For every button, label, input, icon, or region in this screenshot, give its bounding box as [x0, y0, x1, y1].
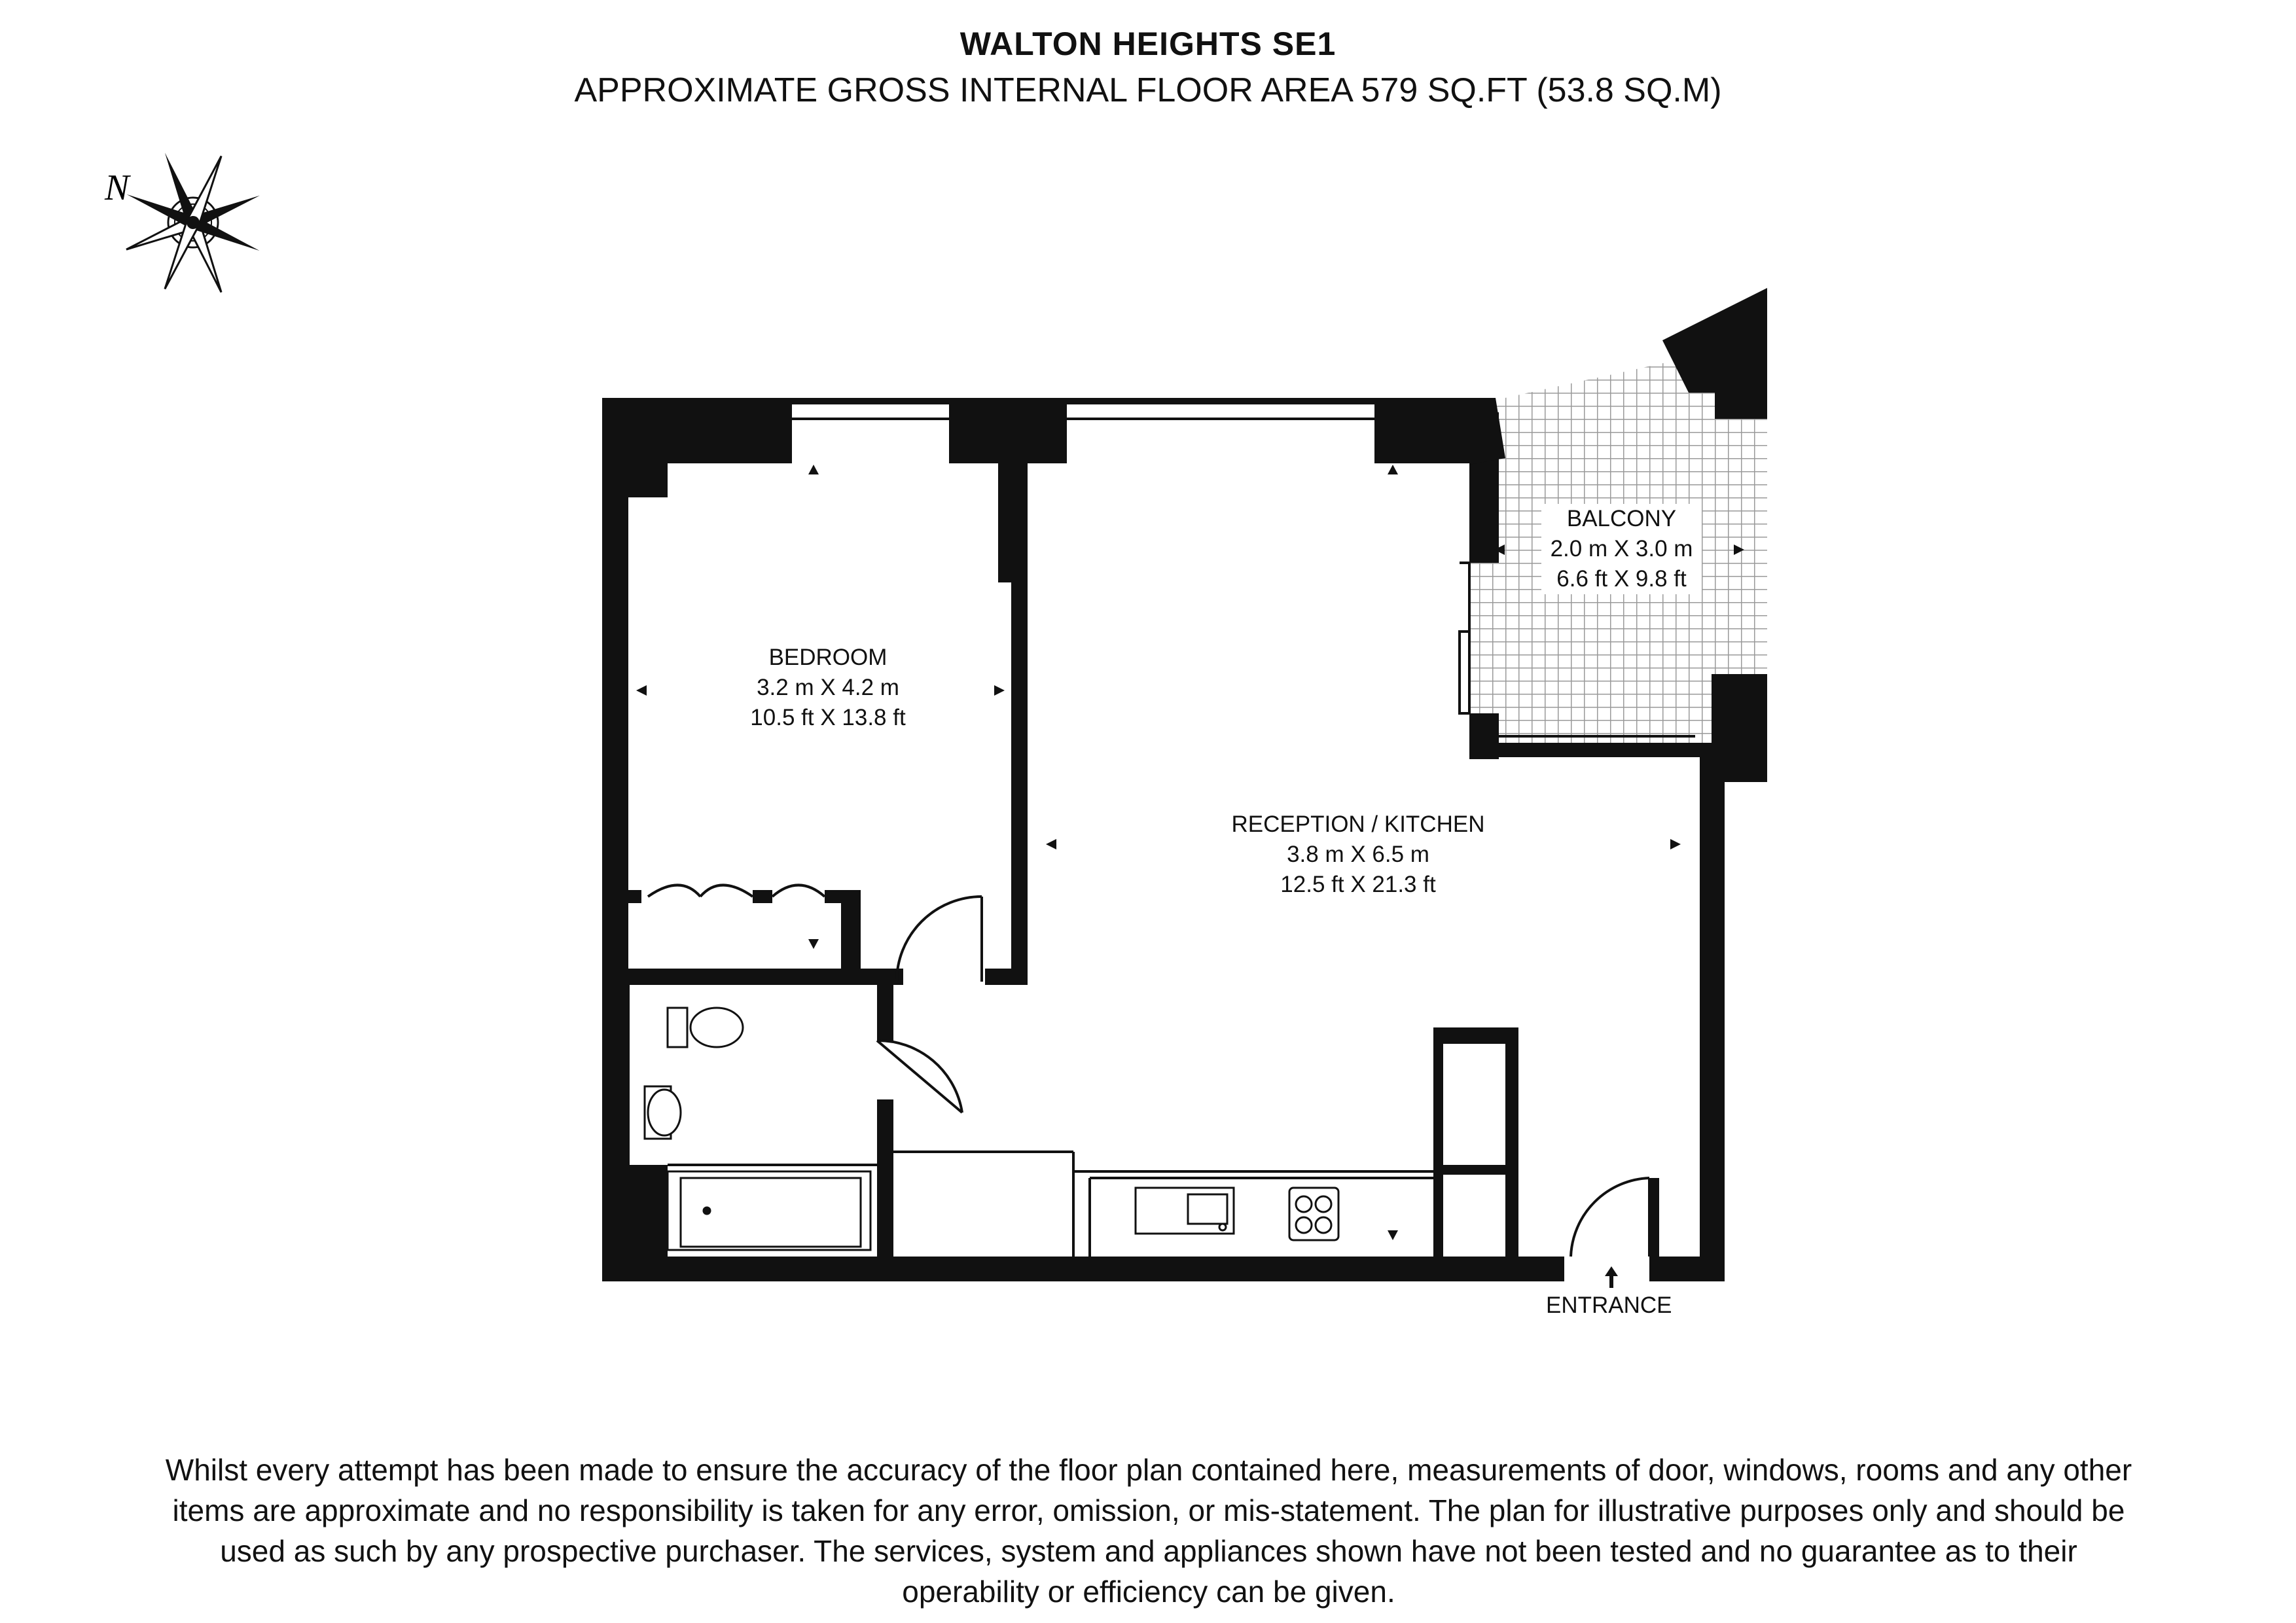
plan-title: WALTON HEIGHTS SE1 [960, 26, 1336, 62]
floor-area-subtitle: APPROXIMATE GROSS INTERNAL FLOOR AREA 579 SQ.FT (53.8 SQ.M) [574, 71, 1722, 109]
balcony-imperial: 6.6 ft X 9.8 ft [1556, 566, 1687, 592]
kitchen-fixtures [1136, 1188, 1338, 1240]
reception-metric: 3.8 m X 6.5 m [1287, 842, 1429, 867]
bedroom-imperial: 10.5 ft X 13.8 ft [750, 705, 906, 730]
reception-name: RECEPTION / KITCHEN [1231, 812, 1485, 837]
north-label: N [105, 168, 130, 208]
bedroom-name: BEDROOM [768, 645, 888, 670]
balcony-label [1541, 504, 1702, 594]
bathroom-fixtures [645, 1008, 870, 1250]
disclaimer-text: Whilst every attempt has been made to ensure the accuracy of the floor plan contained here, measurements of door, windows, rooms and any other items are approximate and no responsibility is taken for any error, omission, or mis-statement. The plan for illustrative purposes only and should be used as such by any prospective purchaser. The services, system and appliances shown have not been tested and no guarantee as to their operability or efficiency can be given. [165, 1453, 2132, 1609]
reception-imperial: 12.5 ft X 21.3 ft [1280, 872, 1436, 897]
entrance-label: ENTRANCE [1546, 1293, 1672, 1318]
balcony-metric: 2.0 m X 3.0 m [1550, 536, 1693, 562]
bedroom-label [697, 643, 959, 733]
bedroom-metric: 3.2 m X 4.2 m [757, 675, 899, 700]
balcony-name: BALCONY [1566, 506, 1677, 531]
reception-label [1188, 810, 1528, 900]
